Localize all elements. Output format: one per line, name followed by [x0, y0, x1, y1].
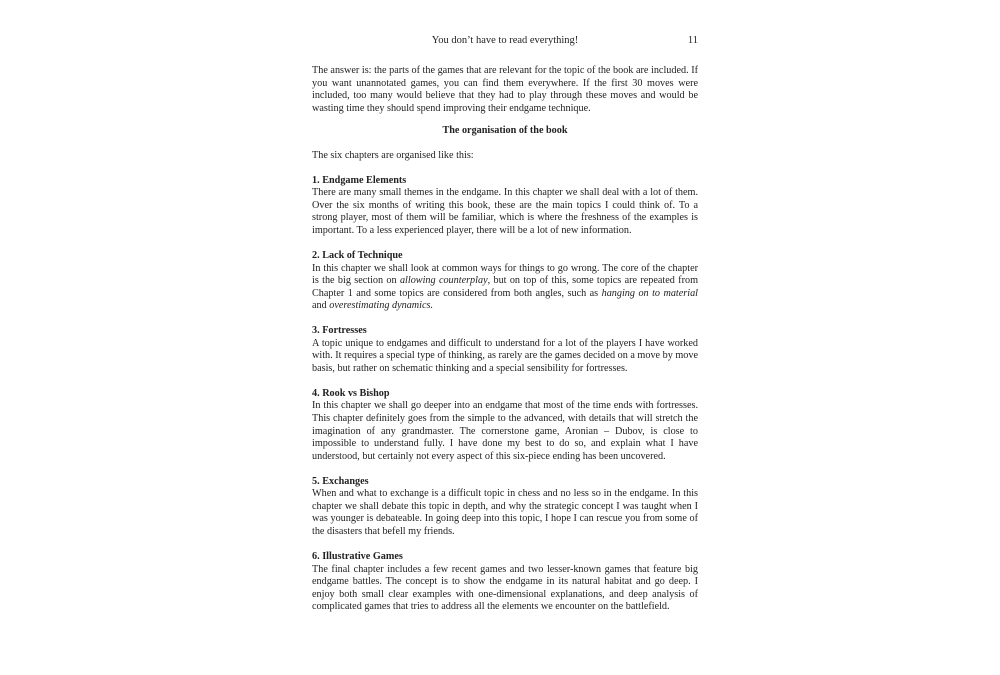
chapter-rook-vs-bishop	[312, 388, 698, 463]
chapter-fortresses	[312, 325, 698, 375]
italic-term: allowing counterplay	[399, 275, 488, 287]
chapter-description	[312, 263, 698, 313]
body-text	[312, 65, 698, 614]
chapter-description: The final chapter includes a few recent games and two lesser-known games that feature big endgame battles. The concept is to show the endgame in its natural habitat and go deep. I enjoy both small clear examples with one-dimensional explanations, and deep analysis of complicated games that tries to address all the elements we encounter on the battlefield.	[312, 563, 698, 613]
italic-term: overestimating dynamics.	[329, 300, 434, 312]
chapter-description: In this chapter we shall go deeper into an endgame that most of the time ends with fortresses. This chapter definitely goes from the simple to the advanced, with details that will stretch the imagination of any grandmaster. The cornerstone game, Aronian – Dubov, is close to impossible to understand fully. I have done my best to do so, and explain what I have understood, but certainly not every aspect of this six-piece ending has been uncovered.	[312, 400, 698, 462]
section-lead: The six chapters are organised like this:	[312, 149, 474, 161]
chapter-description: A topic unique to endgames and difficult to understand for a lot of the players I have worked with. It requires a special type of thinking, as rarely are the games decided on a move by move basis, but rather on schematic thinking and a special sensibility for fortresses.	[312, 337, 698, 374]
text-run: and	[312, 300, 330, 312]
chapter-lack-of-technique	[312, 250, 698, 313]
chapter-title: 2. Lack of Technique	[312, 250, 403, 262]
italic-term: hanging on to material	[601, 287, 698, 299]
text-run: , but on top of this, some topics are repeated from Chapter 1 and some topics are considered from both angles, such as	[312, 275, 698, 299]
chapter-exchanges	[312, 476, 698, 539]
running-title: You don’t have to read everything!	[431, 35, 579, 46]
chapter-title: 1. Endgame Elements	[312, 174, 407, 186]
text-run: In this chapter we shall look at common ways for things to go wrong. The core of the chapter is the big section on	[312, 262, 698, 287]
chapter-title: 4. Rook vs Bishop	[312, 387, 390, 399]
intro-paragraph: The answer is: the parts of the games that are relevant for the topic of the book are included. If you want unannotated games, you can find them everywhere. If the first 30 moves were included, too many would believe that they had to play through these moves and would be wasting time they should spend improving their endgame technique.	[312, 65, 698, 114]
chapter-title: 5. Exchanges	[312, 475, 369, 487]
chapter-title: 6. Illustrative Games	[312, 550, 403, 562]
chapter-description: There are many small themes in the endgame. In this chapter we shall deal with a lot of them. Over the six months of writing this book, these are the main topics I could think of. To a strong player, most of them will be familiar, which is where the freshness of the examples is important. To a less experienced player, there will be a lot of new information.	[312, 187, 698, 236]
chapter-title: 3. Fortresses	[312, 325, 367, 337]
section-heading: The organisation of the book	[442, 125, 568, 137]
chapter-endgame-elements	[312, 175, 698, 238]
page-number: 11	[687, 35, 698, 46]
chapter-description: When and what to exchange is a difficult topic in chess and no less so in the endgame. In this chapter we shall debate this topic in depth, and why the strategic concept I was taught when I was younger is debateable. In going deep into this topic, I hope I can rescue you from some of the disasters that befell my friends.	[312, 488, 698, 537]
chapter-illustrative-games	[312, 551, 698, 614]
